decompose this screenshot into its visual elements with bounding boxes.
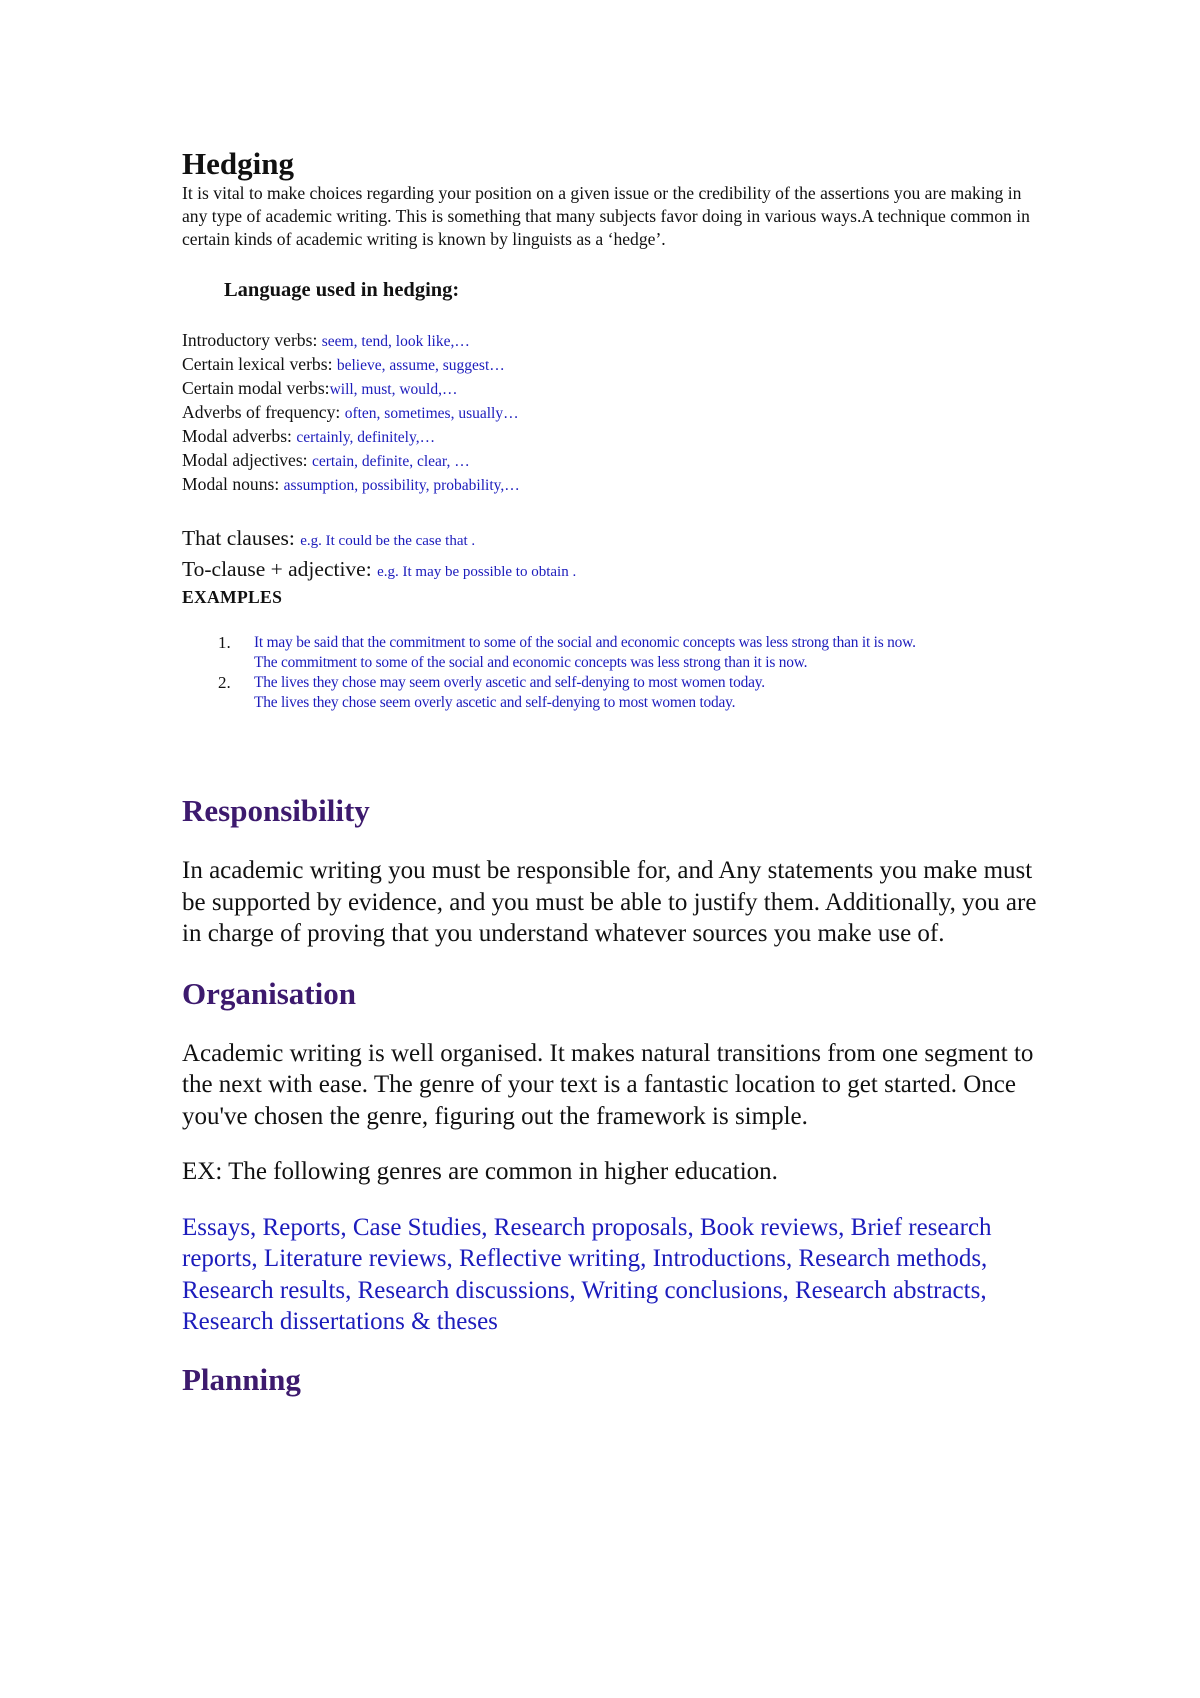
language-heading: Language used in hedging: <box>224 279 460 301</box>
category-examples: believe, assume, suggest… <box>336 357 505 374</box>
category-label: Modal nouns: <box>182 474 284 494</box>
example-item <box>218 673 1042 713</box>
clause-list <box>182 524 1042 586</box>
organisation-body: Academic writing is well organised. It makes natural transitions from one segment to the next with ease. The genre of your text is a fantastic location to get started. Once you've chosen the genre, figuring out the framework is simple. <box>182 1039 1034 1130</box>
category-label: Modal adverbs: <box>182 426 297 446</box>
example-item <box>218 633 1042 673</box>
category-label: Certain modal verbs: <box>182 378 330 398</box>
category-examples: often, sometimes, usually… <box>344 405 519 422</box>
example-hedged: It may be said that the commitment to some of the social and economic concepts was less strong than it is now. <box>254 634 916 651</box>
category-examples: will, must, would,… <box>329 381 458 398</box>
responsibility-title: Responsibility <box>182 793 370 828</box>
category-label: Introductory verbs: <box>182 330 322 350</box>
example-plain: The lives they chose seem overly ascetic and self-denying to most women today. <box>254 694 736 711</box>
clause-item <box>182 555 1042 586</box>
category-examples: assumption, possibility, probability,… <box>283 477 520 494</box>
example-number: 1. <box>218 633 231 652</box>
genres-list: Essays, Reports, Case Studies, Research proposals, Book reviews, Brief research reports, Literature reviews, Reflective writing, Introductions, Research methods, Research results, Research discussions, Writing conclusions, Research abstracts, Research dissertations & theses <box>182 1213 992 1335</box>
category-examples: seem, tend, look like,… <box>321 333 470 350</box>
example-plain: The commitment to some of the social and economic concepts was less strong than it is now. <box>254 654 808 671</box>
category-item <box>182 425 1042 449</box>
organisation-title: Organisation <box>182 975 356 1011</box>
clause-label: To-clause + adjective: <box>182 557 378 581</box>
category-item <box>182 353 1042 377</box>
hedging-categories <box>182 329 1042 497</box>
planning-title: Planning <box>182 1361 301 1397</box>
examples-label: EXAMPLES <box>182 587 283 607</box>
clause-example: e.g. It could be the case that . <box>300 533 476 549</box>
category-item <box>182 377 1042 401</box>
category-item <box>182 449 1042 473</box>
category-item <box>182 473 1042 497</box>
category-item <box>182 329 1042 353</box>
category-examples: certainly, definitely,… <box>296 429 436 446</box>
genres-intro: EX: The following genres are common in higher education. <box>182 1158 778 1185</box>
category-label: Modal adjectives: <box>182 450 312 470</box>
document-content <box>182 146 1042 1398</box>
category-examples: certain, definite, clear, … <box>311 453 470 470</box>
category-item <box>182 401 1042 425</box>
hedging-title: Hedging <box>182 146 294 181</box>
category-label: Certain lexical verbs: <box>182 354 337 374</box>
clause-label: That clauses: <box>182 526 301 550</box>
category-label: Adverbs of frequency: <box>182 402 345 422</box>
example-number: 2. <box>218 673 231 692</box>
clause-item <box>182 524 1042 555</box>
hedging-intro: It is vital to make choices regarding your position on a given issue or the credibility of the assertions you are making in any type of academic writing. This is something that many subjects favor doing in various ways.A technique common in certain kinds of academic writing is known by linguists as a ‘hedge’. <box>182 183 1030 249</box>
clause-example: e.g. It may be possible to obtain . <box>377 564 577 580</box>
responsibility-body: In academic writing you must be responsible for, and Any statements you make must be supported by evidence, and you must be able to justify them. Additionally, you are in charge of proving that you understand whatever sources you make use of. <box>182 857 1037 947</box>
example-hedged: The lives they chose may seem overly ascetic and self-denying to most women today. <box>254 674 765 691</box>
examples-list <box>218 633 1042 713</box>
